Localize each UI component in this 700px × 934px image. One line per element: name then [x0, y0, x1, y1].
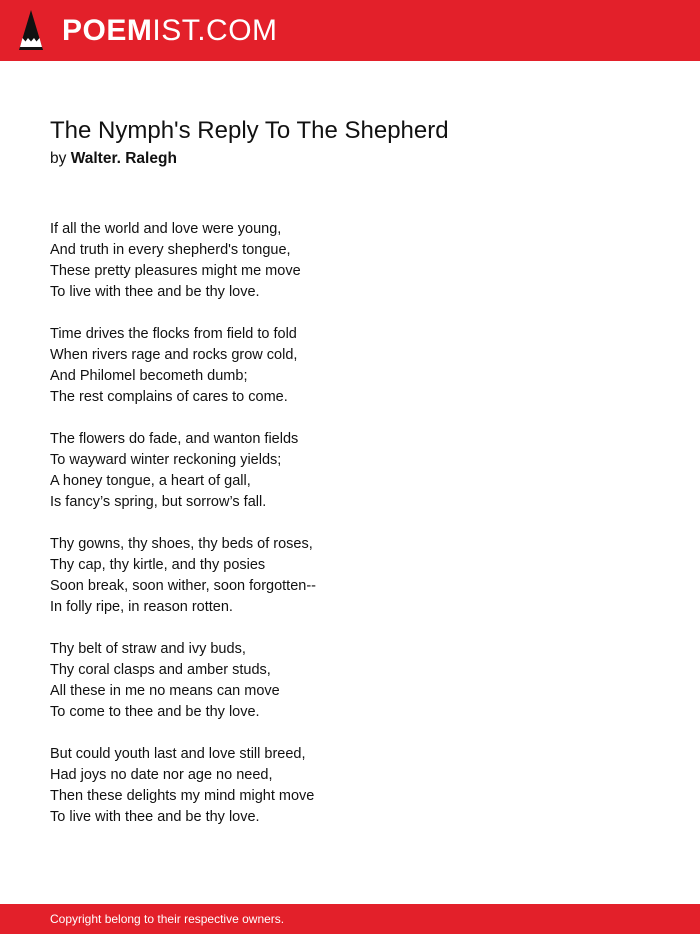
site-logo[interactable] [62, 13, 278, 49]
stanza [50, 639, 650, 723]
poem-line: And Philomel becometh dumb; [50, 368, 248, 384]
poem-line: If all the world and love were young, [50, 221, 282, 237]
poem-line: Is fancy’s spring, but sorrow’s fall. [50, 494, 267, 510]
site-footer [0, 904, 700, 934]
poem-line: These pretty pleasures might me move [50, 263, 301, 279]
site-header [0, 0, 700, 61]
author-name: Walter. Ralegh [70, 150, 177, 167]
poem-line: The rest complains of cares to come. [50, 389, 288, 405]
poem-title: The Nymph's Reply To The Shepherd [50, 117, 449, 144]
poem-line: And truth in every shepherd's tongue, [50, 242, 291, 258]
poem-line: Then these delights my mind might move [50, 788, 315, 804]
stanza [50, 324, 650, 408]
stanza [50, 744, 650, 828]
poem-line: In folly ripe, in reason rotten. [50, 599, 233, 615]
poem-line: To come to thee and be thy love. [50, 704, 260, 720]
poem-line: Time drives the flocks from field to fold [50, 326, 297, 342]
poem-line: But could youth last and love still breed, [50, 746, 306, 762]
poem-line: To live with thee and be thy love. [50, 809, 260, 825]
logo-bold-text: POEM [62, 14, 153, 47]
copyright-text: Copyright belong to their respective owners. [50, 912, 285, 926]
poem-line: All these in me no means can move [50, 683, 280, 699]
poem-line: A honey tongue, a heart of gall, [50, 473, 251, 489]
stanza [50, 219, 650, 303]
poem-line: Thy belt of straw and ivy buds, [50, 641, 246, 657]
poem-line: Thy gowns, thy shoes, thy beds of roses, [50, 536, 313, 552]
poem-line: Soon break, soon wither, soon forgotten-- [50, 578, 316, 594]
poem-line: Thy cap, thy kirtle, and thy posies [50, 557, 266, 573]
poem-line: To live with thee and be thy love. [50, 284, 260, 300]
byline [50, 149, 177, 169]
poem-line: Thy coral clasps and amber studs, [50, 662, 271, 678]
pencil-logo-icon[interactable] [17, 10, 45, 52]
poem-body [50, 219, 650, 849]
poem-line: Had joys no date nor age no need, [50, 767, 273, 783]
poem-line: When rivers rage and rocks grow cold, [50, 347, 298, 363]
stanza [50, 429, 650, 513]
stanza [50, 534, 650, 618]
poem-line: The flowers do fade, and wanton fields [50, 431, 299, 447]
logo-light-text: IST.COM [152, 14, 278, 47]
poem-line: To wayward winter reckoning yields; [50, 452, 282, 468]
by-label: by [50, 150, 67, 167]
